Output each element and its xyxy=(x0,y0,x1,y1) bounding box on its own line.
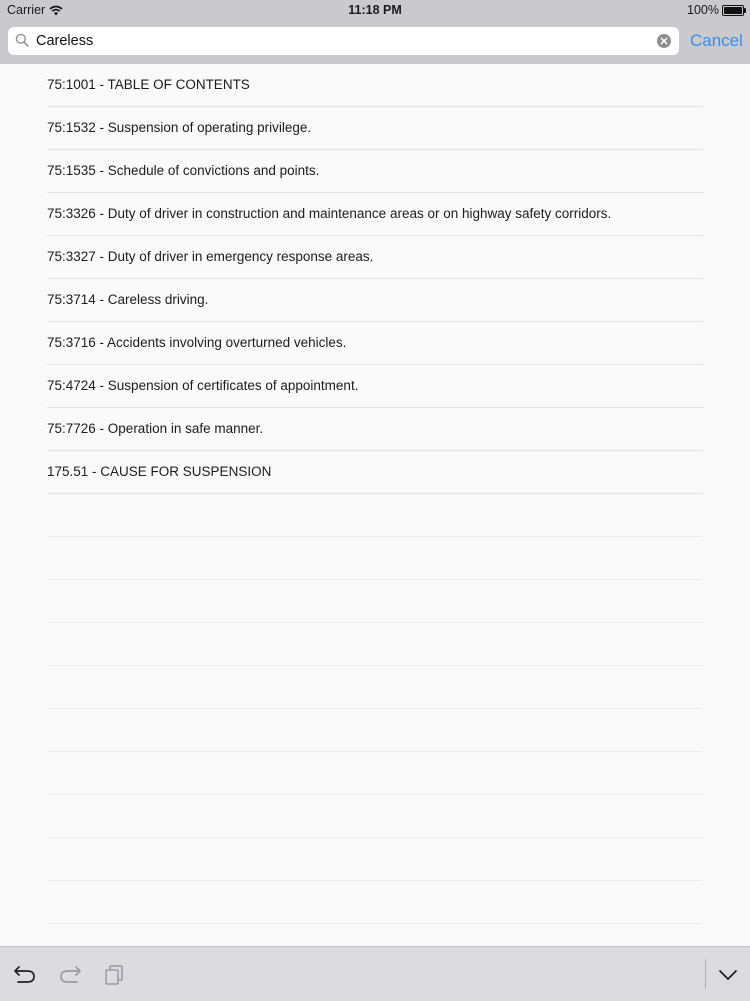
list-item[interactable] xyxy=(47,408,703,451)
list-item-label: 75:1532 - Suspension of operating privilege. xyxy=(47,120,312,135)
clear-search-icon[interactable] xyxy=(657,34,671,48)
list-item-label: 75:3716 - Accidents involving overturned vehicles. xyxy=(47,335,347,350)
carrier-label: Carrier xyxy=(7,3,46,17)
empty-row xyxy=(47,709,703,752)
redo-icon[interactable] xyxy=(58,964,82,984)
empty-row xyxy=(47,580,703,623)
empty-row xyxy=(47,752,703,795)
chevron-down-icon[interactable] xyxy=(718,969,738,981)
list-item-label: 75:4724 - Suspension of certificates of appointment. xyxy=(47,378,359,393)
copy-icon[interactable] xyxy=(104,964,126,986)
status-bar xyxy=(0,0,750,22)
search-field[interactable] xyxy=(8,27,679,55)
battery-icon xyxy=(722,5,744,16)
empty-row xyxy=(47,666,703,709)
status-time: 11:18 PM xyxy=(348,3,402,17)
search-icon xyxy=(15,33,29,47)
search-bar xyxy=(0,22,750,65)
list-item[interactable] xyxy=(47,322,703,365)
empty-row xyxy=(47,795,703,838)
list-item[interactable] xyxy=(47,365,703,408)
empty-row xyxy=(47,494,703,537)
list-item[interactable] xyxy=(47,193,703,236)
list-item[interactable] xyxy=(47,279,703,322)
battery-percent: 100% xyxy=(687,3,719,17)
list-item-label: 175.51 - CAUSE FOR SUSPENSION xyxy=(47,464,272,479)
search-results-list xyxy=(0,64,750,946)
list-item-label: 75:3327 - Duty of driver in emergency response areas. xyxy=(47,249,374,264)
cancel-button[interactable]: Cancel xyxy=(690,31,743,50)
list-item[interactable] xyxy=(47,150,703,193)
list-item[interactable] xyxy=(47,236,703,279)
list-item-label: 75:7726 - Operation in safe manner. xyxy=(47,421,264,436)
battery-indicator xyxy=(687,3,744,17)
list-item[interactable] xyxy=(47,107,703,150)
empty-row xyxy=(47,881,703,924)
empty-row xyxy=(47,623,703,666)
undo-icon[interactable] xyxy=(13,964,37,984)
list-item-label: 75:1535 - Schedule of convictions and points. xyxy=(47,163,320,178)
list-item-label: 75:1001 - TABLE OF CONTENTS xyxy=(47,77,250,92)
list-item-label: 75:3714 - Careless driving. xyxy=(47,292,209,307)
list-item[interactable] xyxy=(47,451,703,494)
search-input[interactable] xyxy=(36,27,646,55)
list-item[interactable] xyxy=(47,64,703,107)
list-item-label: 75:3326 - Duty of driver in construction and maintenance areas or on highway safety corridors. xyxy=(47,206,612,221)
empty-row xyxy=(47,537,703,580)
toolbar-divider xyxy=(705,959,706,989)
bottom-toolbar xyxy=(0,946,750,1001)
empty-row xyxy=(47,838,703,881)
